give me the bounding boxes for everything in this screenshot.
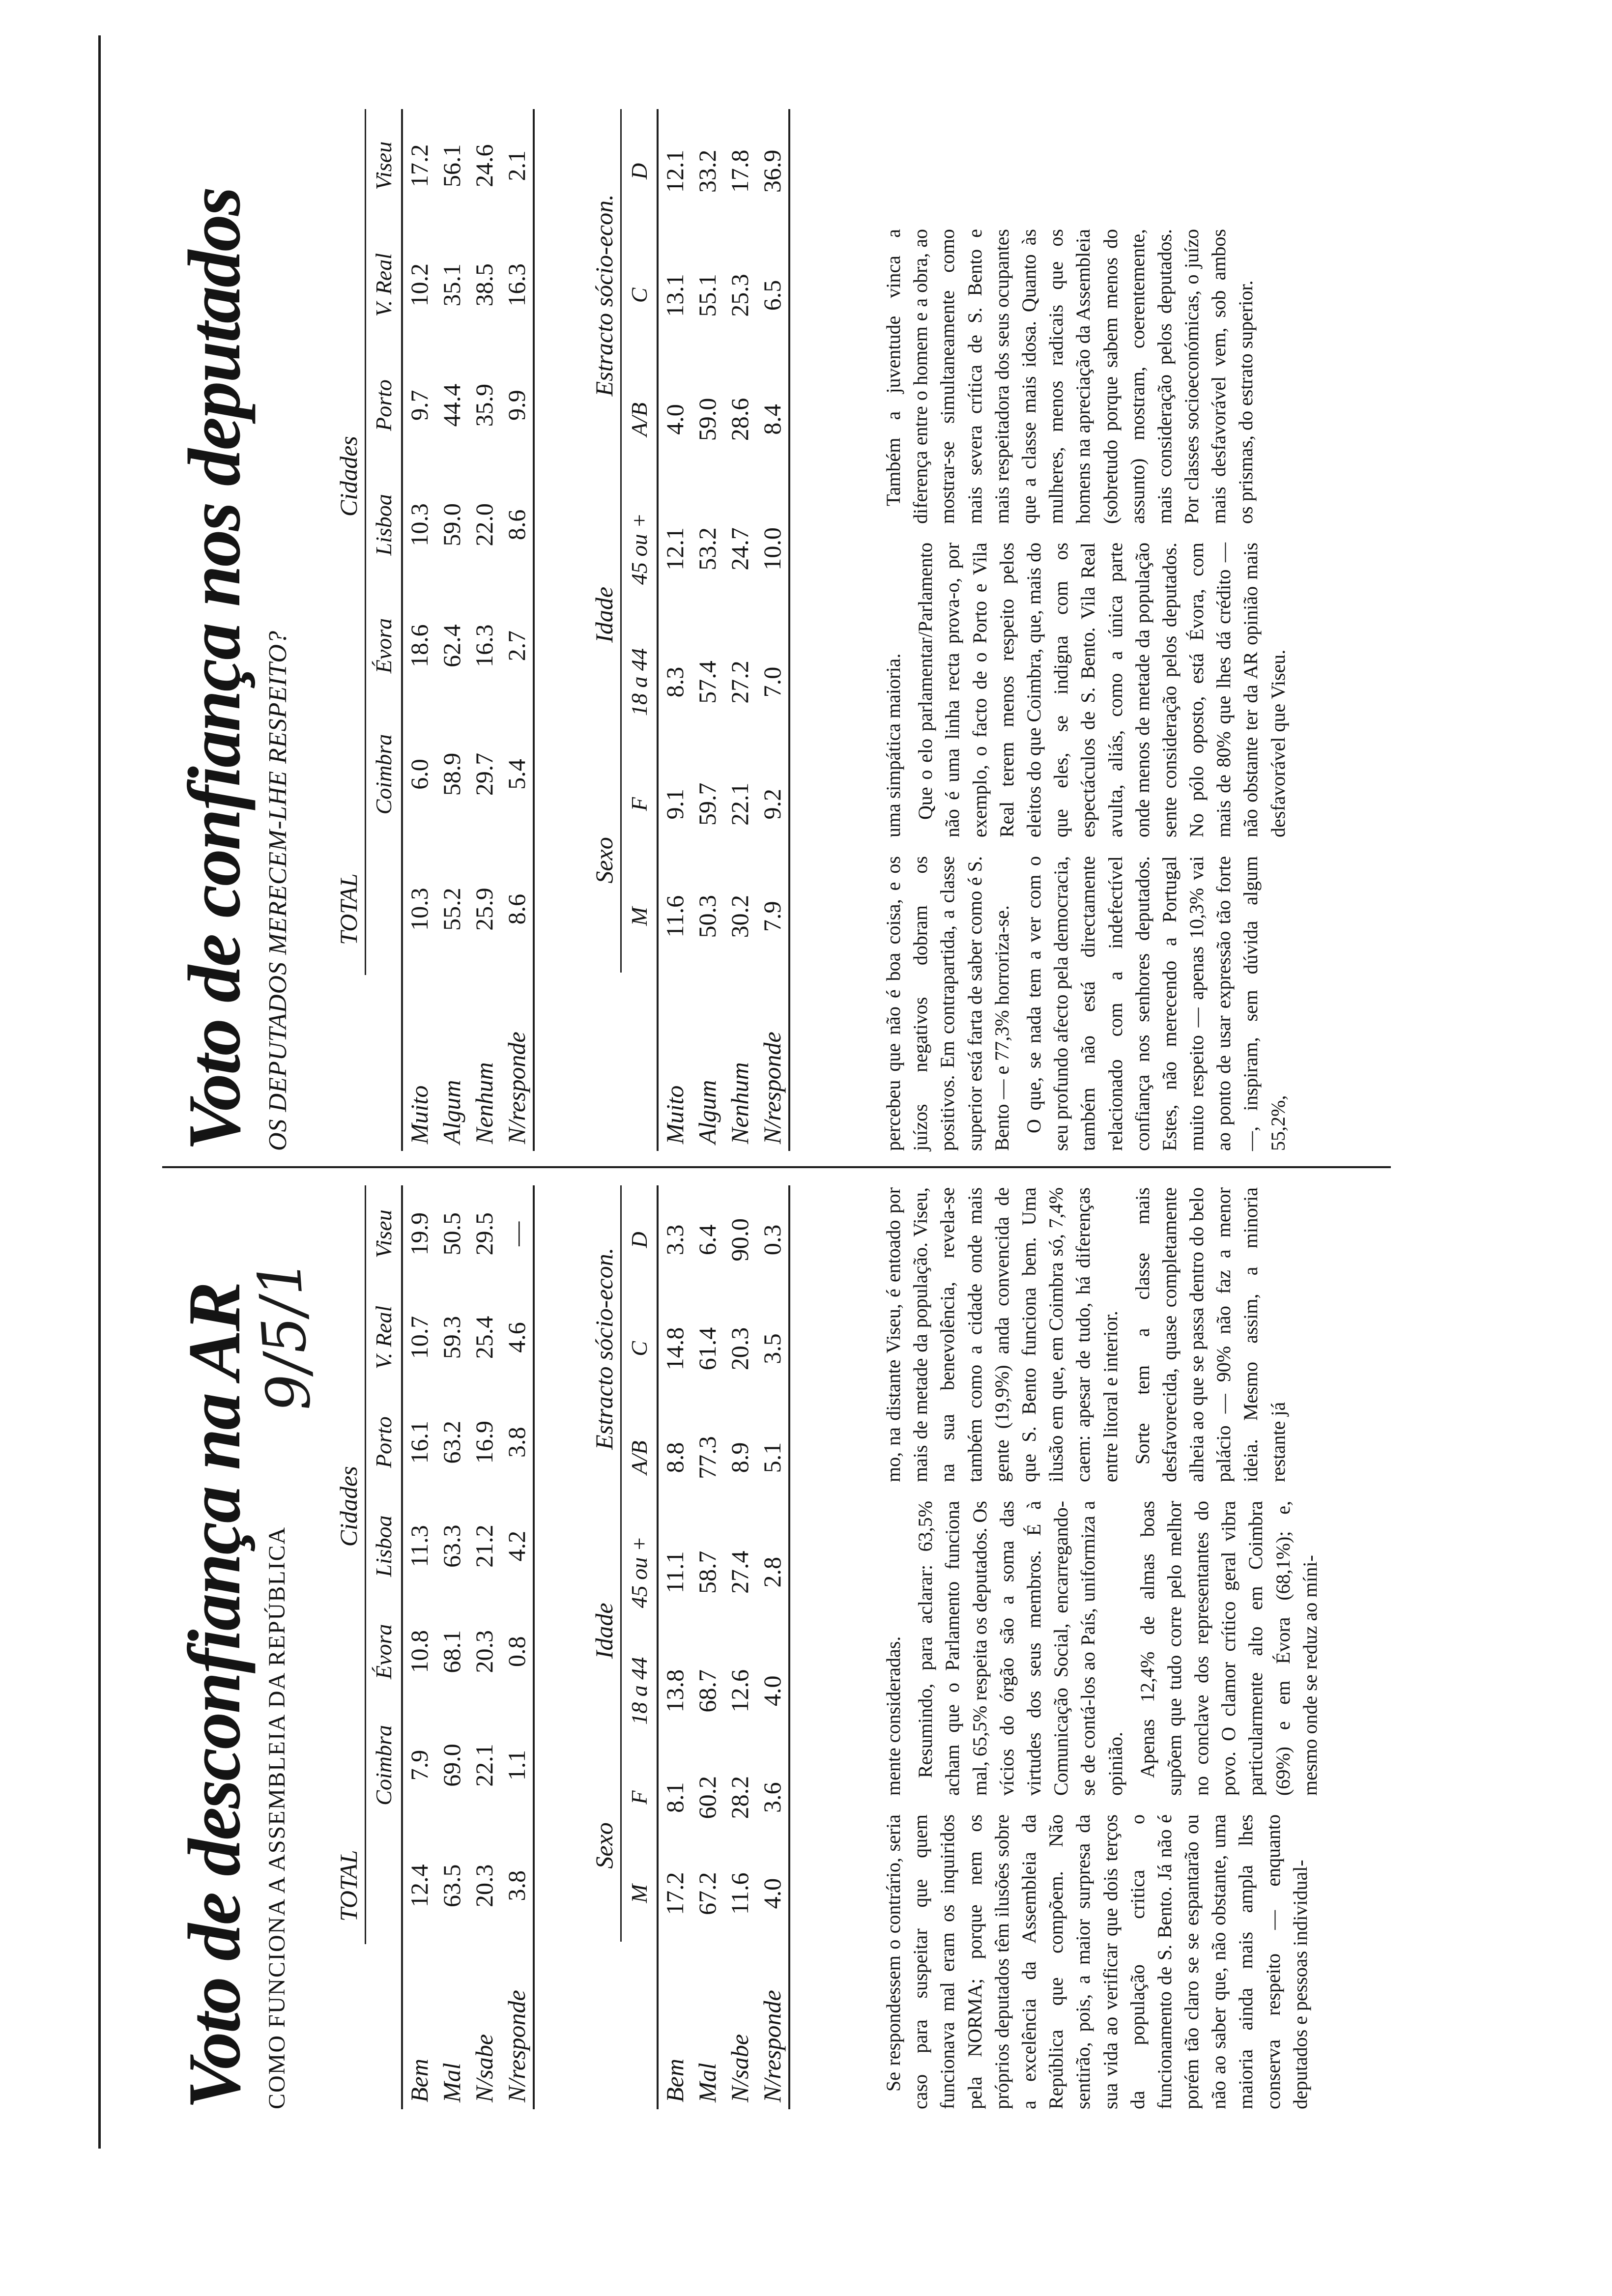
cell: 50.5 bbox=[438, 1212, 466, 1256]
col-header: Coimbra bbox=[366, 705, 403, 844]
paragraph: Apenas 12,4% de almas boas supõem que tudo corre pelo melhor no conclave dos representantes do povo. O clamor crítico geral vibra particularmente alto em Coimbra (69%) e em Évora (68,1%); e, mesmo onde se reduz ao míni- bbox=[1136, 1501, 1321, 1796]
cell: 17.2 bbox=[405, 144, 433, 187]
cell: 8.1 bbox=[661, 1782, 689, 1813]
cell: 90.0 bbox=[726, 1218, 754, 1262]
col-header: D bbox=[621, 109, 658, 233]
cell: 3.6 bbox=[756, 1750, 789, 1846]
col-header: M bbox=[621, 1845, 658, 1942]
cell-total: 20.3 bbox=[470, 1864, 498, 1908]
cell: 20.3 bbox=[470, 1630, 498, 1673]
row-label: Algum bbox=[693, 1080, 721, 1144]
paragraph: mo, na distante Viseu, é entoado por mais de metade da população. Viseu, na sua benevolência, revela-se também como a cidade onde mais gente (19,9%) anda convencida de que S. Bento funciona bem. Uma ilusão em que, em Coimbra só, 7,4% caem: apesar de tudo, há diferenças entre litoral e interior. bbox=[882, 1187, 1122, 1482]
cell: 59.0 bbox=[438, 503, 466, 546]
row-label: Mal bbox=[693, 2063, 721, 2102]
cell: 63.2 bbox=[438, 1420, 466, 1464]
cell: 63.3 bbox=[438, 1524, 466, 1568]
table-row bbox=[402, 1185, 435, 2109]
cell: 4.0 bbox=[661, 404, 689, 435]
cell: 35.1 bbox=[438, 263, 466, 307]
cell: 12.1 bbox=[661, 149, 689, 193]
cell: 28.6 bbox=[726, 398, 754, 441]
cell: 8.6 bbox=[500, 463, 534, 586]
col-header: Lisboa bbox=[366, 463, 403, 586]
cell: 10.2 bbox=[405, 263, 433, 307]
col-header: Coimbra bbox=[366, 1703, 403, 1827]
cell: 16.1 bbox=[405, 1420, 433, 1464]
cell: 17.8 bbox=[726, 149, 754, 193]
col-header: Viseu bbox=[366, 1185, 403, 1283]
cell: 56.1 bbox=[438, 144, 466, 187]
cell: 57.4 bbox=[693, 660, 721, 704]
text-column bbox=[880, 1501, 1328, 1796]
col-header: Évora bbox=[366, 1600, 403, 1703]
table-row bbox=[658, 1185, 691, 2109]
cell: 30.2 bbox=[726, 894, 754, 938]
cell: 5.4 bbox=[500, 705, 534, 844]
table-row bbox=[723, 1185, 756, 2109]
col-header: C bbox=[621, 1294, 658, 1404]
cell: 50.3 bbox=[693, 894, 721, 938]
row-label: Muito bbox=[405, 1085, 433, 1144]
paragraph: uma simpática maioria. bbox=[882, 653, 904, 837]
subtitle-assembleia: COMO FUNCIONA A ASSEMBLEIA DA REPÚBLICA bbox=[264, 1526, 290, 2109]
text-column bbox=[880, 1187, 1328, 1482]
text-column bbox=[880, 856, 1296, 1151]
total-header: TOTAL bbox=[334, 843, 366, 975]
cell: 5.1 bbox=[756, 1403, 789, 1512]
row-label: Mal bbox=[438, 2063, 466, 2102]
headline-desconfianca: Voto de desconfiança na AR bbox=[173, 1283, 256, 2109]
cell: 22.1 bbox=[470, 1744, 498, 1787]
cell: — bbox=[500, 1185, 534, 1283]
group-header-estracto: Estracto sócio-econ. bbox=[590, 109, 621, 482]
article-text-deputados bbox=[880, 109, 1296, 1151]
table-row bbox=[468, 109, 500, 1151]
table-row bbox=[435, 109, 468, 1151]
text-column bbox=[880, 543, 1296, 837]
cell: 25.3 bbox=[726, 274, 754, 317]
cell: 55.1 bbox=[693, 274, 721, 317]
cell: 2.1 bbox=[500, 109, 534, 222]
col-header: 18 a 44 bbox=[621, 1633, 658, 1750]
cell: 24.6 bbox=[470, 144, 498, 187]
cell: 6.4 bbox=[693, 1224, 721, 1256]
row-label: N/sabe bbox=[726, 2034, 754, 2102]
cell: 58.7 bbox=[693, 1550, 721, 1594]
cell: 8.4 bbox=[756, 357, 789, 482]
table-deputados-cidades bbox=[334, 109, 535, 1151]
col-header: A/B bbox=[621, 357, 658, 482]
cell: 27.2 bbox=[726, 660, 754, 704]
table-row bbox=[500, 109, 534, 1151]
cell-total: 10.3 bbox=[405, 888, 433, 931]
handwritten-annotation: 9/5/1 bbox=[245, 1257, 324, 1414]
cell: 62.4 bbox=[438, 624, 466, 667]
col-header: F bbox=[621, 748, 658, 861]
cell: 7.9 bbox=[756, 860, 789, 973]
table-deputados-perfil bbox=[590, 109, 790, 1151]
row-label: N/responde bbox=[756, 973, 789, 1151]
row-label: Bem bbox=[661, 2059, 689, 2102]
cell: 58.9 bbox=[438, 752, 466, 796]
cell: 13.8 bbox=[661, 1669, 689, 1713]
article-text-assembleia bbox=[880, 1176, 1328, 2109]
group-header-sexo: Sexo bbox=[590, 1750, 621, 1942]
group-header-sexo: Sexo bbox=[590, 748, 621, 973]
table-row bbox=[756, 1185, 789, 2109]
table-row bbox=[691, 1185, 723, 2109]
col-header: A/B bbox=[621, 1403, 658, 1512]
cell: 27.4 bbox=[726, 1550, 754, 1594]
table-row bbox=[691, 109, 723, 1151]
top-rule bbox=[98, 35, 101, 2149]
cell: 10.8 bbox=[405, 1630, 433, 1673]
cell: 6.5 bbox=[756, 233, 789, 358]
cell: 0.8 bbox=[500, 1600, 534, 1703]
paragraph: Sorte tem a classe mais desfavorecida, quase completamente alheia ao que se passa dentro do belo palácio — 90% não faz a menor ideia. Mesmo assim, a minoria restante já bbox=[1131, 1187, 1289, 1482]
table-assembleia-cidades bbox=[334, 1185, 535, 2109]
cell: 16.3 bbox=[500, 222, 534, 347]
group-header-cidades: Cidades bbox=[334, 1185, 366, 1828]
cell: 59.0 bbox=[693, 398, 721, 441]
paragraph: percebeu que não é boa coisa, e os juízos negativos dobram os positivos. Em contrapartida, a classe superior está farta de saber como é S. Bento — e 77,3% horroriza-se. bbox=[882, 856, 1013, 1151]
cell: 9.2 bbox=[756, 748, 789, 861]
cell: 4.6 bbox=[500, 1283, 534, 1393]
col-header: Porto bbox=[366, 347, 403, 463]
cell: 59.7 bbox=[693, 782, 721, 826]
col-header: Viseu bbox=[366, 109, 403, 222]
table-row bbox=[402, 109, 435, 1151]
group-header-idade: Idade bbox=[590, 1512, 621, 1750]
paragraph: mente consideradas. bbox=[882, 1636, 904, 1796]
row-label: Algum bbox=[438, 1080, 466, 1144]
table-assembleia-perfil bbox=[590, 1185, 790, 2109]
row-label: N/responde bbox=[500, 1944, 534, 2109]
table-row bbox=[723, 109, 756, 1151]
cell: 7.0 bbox=[756, 616, 789, 748]
cell: 9.1 bbox=[661, 788, 689, 820]
cell: 61.4 bbox=[693, 1327, 721, 1371]
paragraph: Também a juventude vinca a diferença entre o homem e a obra, ao mostrar-se simultaneamente como mais severa crítica de S. Bento e mais respeitadora dos seus ocupantes que a classe mais idosa. Quanto às mulheres, menos radicais que os homens na apreciação da Assembleia (sobretudo porque sabem menos do assunto) mostram, coerentemente, mais consideração pelos deputados. Por classes socioeconómicas, o juízo mais desfavorável vem, sob ambos os prismas, do estrato superior. bbox=[882, 229, 1257, 524]
cell: 1.1 bbox=[500, 1703, 534, 1827]
row-label: N/sabe bbox=[470, 2034, 498, 2102]
table-row bbox=[756, 109, 789, 1151]
cell: 67.2 bbox=[693, 1872, 721, 1915]
col-header: 18 a 44 bbox=[621, 616, 658, 748]
cell: 33.2 bbox=[693, 149, 721, 193]
col-header: V. Real bbox=[366, 222, 403, 347]
cell: 12.6 bbox=[726, 1669, 754, 1713]
row-label: Nenhum bbox=[470, 1062, 498, 1144]
cell: 9.7 bbox=[405, 390, 433, 421]
row-label: Nenhum bbox=[726, 1062, 754, 1144]
col-header: 45 ou + bbox=[621, 1512, 658, 1633]
cell: 8.3 bbox=[661, 666, 689, 698]
cell: 3.3 bbox=[661, 1224, 689, 1256]
cell: 20.3 bbox=[726, 1327, 754, 1371]
cell-total: 25.9 bbox=[470, 888, 498, 931]
cell: 2.7 bbox=[500, 587, 534, 705]
paragraph: Se respondessem o contrário, seria caso para suspeitar que quem funcionava mal eram os inquiridos pela NORMA; porque nem os próprios deputados têm ilusões sobre a excelência da Assembleia da República que compõem. Não sentirão, pois, a maior surpresa da sua vida ao verificar que dois terços da população critica o funcionamento de S. Bento. Já não é porém tão claro se se espantarão ou não ao saber que, não obstante, uma maioria ainda mais ampla lhes conserva respeito — enquanto deputados e pessoas individual- bbox=[882, 1814, 1311, 2109]
cell: 11.1 bbox=[661, 1551, 689, 1594]
cell: 22.0 bbox=[470, 503, 498, 546]
col-header: D bbox=[621, 1185, 658, 1294]
cell: 38.5 bbox=[470, 263, 498, 307]
text-column bbox=[880, 1814, 1328, 2109]
cell: 35.9 bbox=[470, 383, 498, 427]
table-row bbox=[435, 1185, 468, 2109]
col-header: Évora bbox=[366, 587, 403, 705]
group-header-cidades: Cidades bbox=[334, 109, 366, 843]
cell-total: 3.8 bbox=[500, 1828, 534, 1945]
col-header: V. Real bbox=[366, 1283, 403, 1393]
cell: 44.4 bbox=[438, 383, 466, 427]
cell-total: 8.6 bbox=[500, 843, 534, 975]
col-header: F bbox=[621, 1750, 658, 1846]
row-label: N/responde bbox=[756, 1942, 789, 2109]
cell: 6.0 bbox=[405, 759, 433, 790]
paragraph: O que, se nada tem a ver com o seu profundo afecto pela democracia, também não está directamente relacionado com a indefectível confiança nos senhores deputados. Estes, não merecendo a Portugal muito respeito — apenas 10,3% vai ao ponto de usar expressão tão forte —, inspiram, sem dúvida algum 55,2%, bbox=[1022, 856, 1289, 1151]
cell: 4.2 bbox=[500, 1492, 534, 1600]
cell: 11.6 bbox=[726, 1872, 754, 1915]
article-deputados bbox=[173, 94, 1347, 1151]
cell: 14.8 bbox=[661, 1327, 689, 1371]
col-header: Porto bbox=[366, 1392, 403, 1492]
cell: 16.3 bbox=[470, 624, 498, 667]
cell: 10.0 bbox=[756, 482, 789, 616]
cell: 24.7 bbox=[726, 527, 754, 571]
cell: 4.0 bbox=[756, 1633, 789, 1750]
col-header: 45 ou + bbox=[621, 482, 658, 616]
cell: 60.2 bbox=[693, 1776, 721, 1819]
row-label: Muito bbox=[661, 1085, 689, 1144]
cell: 53.2 bbox=[693, 527, 721, 571]
cell-total: 55.2 bbox=[438, 888, 466, 931]
cell: 68.7 bbox=[693, 1669, 721, 1713]
cell: 68.1 bbox=[438, 1630, 466, 1673]
cell: 13.1 bbox=[661, 274, 689, 317]
cell: 12.1 bbox=[661, 527, 689, 571]
cell: 8.8 bbox=[661, 1442, 689, 1473]
cell: 29.7 bbox=[470, 752, 498, 796]
cell: 10.3 bbox=[405, 503, 433, 546]
cell: 11.6 bbox=[661, 895, 689, 938]
cell: 3.5 bbox=[756, 1294, 789, 1404]
text-column bbox=[880, 229, 1296, 524]
cell: 18.6 bbox=[405, 624, 433, 667]
cell: 3.8 bbox=[500, 1392, 534, 1492]
cell: 28.2 bbox=[726, 1776, 754, 1819]
cell: 59.3 bbox=[438, 1316, 466, 1359]
subtitle-deputados: OS DEPUTADOS MERECEM-LHE RESPEITO? bbox=[264, 631, 292, 1151]
article-assembleia bbox=[173, 1176, 1347, 2109]
col-header: Lisboa bbox=[366, 1492, 403, 1600]
headline-confianca: Voto de confiança nos deputados bbox=[173, 188, 256, 1151]
cell-total: 12.4 bbox=[405, 1864, 433, 1908]
cell: 10.7 bbox=[405, 1316, 433, 1359]
table-row bbox=[468, 1185, 500, 2109]
column-divider bbox=[162, 1166, 1391, 1168]
cell-total: 63.5 bbox=[438, 1864, 466, 1908]
cell: 69.0 bbox=[438, 1744, 466, 1787]
total-header: TOTAL bbox=[334, 1828, 366, 1945]
table-row bbox=[658, 109, 691, 1151]
group-header-estracto: Estracto sócio-econ. bbox=[590, 1185, 621, 1512]
col-header: M bbox=[621, 860, 658, 973]
table-row bbox=[500, 1185, 534, 2109]
cell: 36.9 bbox=[756, 109, 789, 233]
cell: 19.9 bbox=[405, 1212, 433, 1256]
cell: 21.2 bbox=[470, 1524, 498, 1568]
cell: 17.2 bbox=[661, 1872, 689, 1915]
cell: 2.8 bbox=[756, 1512, 789, 1633]
cell: 9.9 bbox=[500, 347, 534, 463]
row-label: N/responde bbox=[500, 975, 534, 1151]
paragraph: Que o elo parlamentar/Parlamento não é uma linha recta prova-o, por exemplo, o facto de o Porto e Vila Real terem menos respeito pelos eleitos do que Coimbra, que, mais do que eles, se indigna com os espectáculos de S. Bento. Vila Real avulta, aliás, como a única parte onde menos de metade da população sente consideração pelos deputados. No pólo oposto, está Évora, com mais de 80% que lhes dá crédito — não obstante ter da AR opinião mais desfavorável que Viseu. bbox=[914, 543, 1289, 837]
cell: 77.3 bbox=[693, 1436, 721, 1479]
row-label: Bem bbox=[405, 2059, 433, 2102]
cell: 0.3 bbox=[756, 1185, 789, 1294]
cell: 29.5 bbox=[470, 1212, 498, 1256]
cell: 11.3 bbox=[405, 1525, 433, 1567]
paragraph: Resumindo, para aclarar: 63,5% acham que o Parlamento funciona mal, 65,5% respeita os deputados. Os vícios do órgão são a soma das virtudes dos seus membros. É à Comunicação Social, encarregando-se de contá-los ao País, uniformiza a opinião. bbox=[914, 1501, 1126, 1796]
cell: 25.4 bbox=[470, 1316, 498, 1359]
cell: 16.9 bbox=[470, 1420, 498, 1464]
cell: 4.0 bbox=[756, 1845, 789, 1942]
cell: 22.1 bbox=[726, 782, 754, 826]
col-header: C bbox=[621, 233, 658, 358]
group-header-idade: Idade bbox=[590, 482, 621, 748]
cell: 7.9 bbox=[405, 1750, 433, 1781]
cell: 8.9 bbox=[726, 1442, 754, 1473]
